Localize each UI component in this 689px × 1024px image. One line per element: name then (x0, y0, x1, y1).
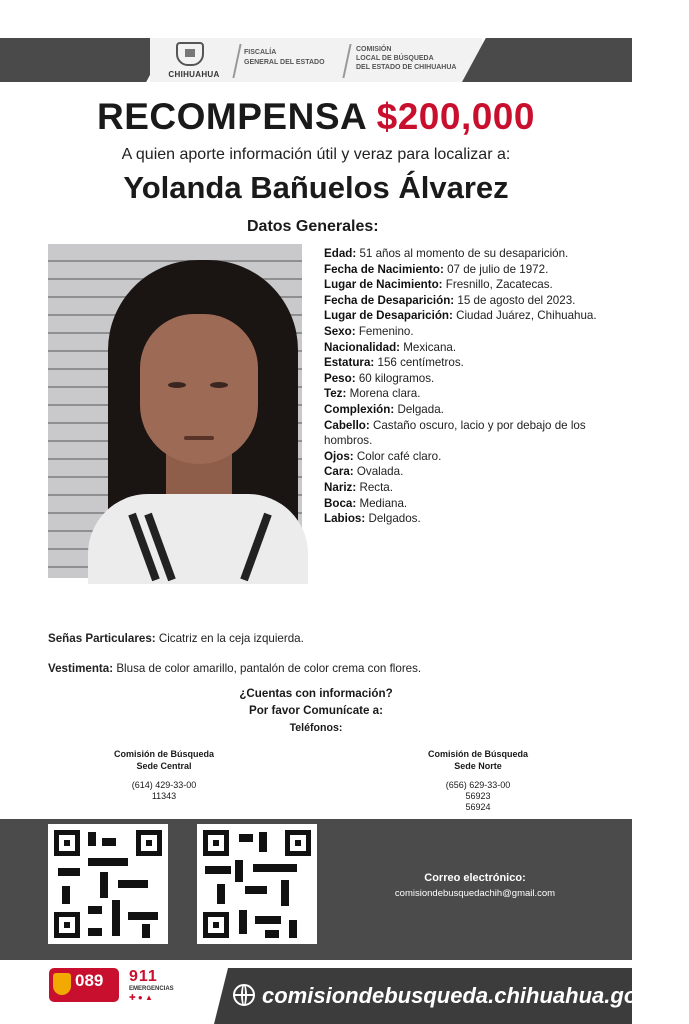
state-seal-icon (176, 42, 204, 66)
general-field (324, 402, 614, 418)
person-name: Yolanda Bañuelos Álvarez (123, 170, 509, 205)
general-field (324, 293, 614, 309)
field-key: Fecha de Nacimiento: (324, 262, 444, 276)
field-key: Ojos: (324, 449, 354, 463)
general-field (324, 308, 614, 324)
comision-line: LOCAL DE BÚSQUEDA (356, 55, 434, 62)
general-heading: Datos Generales: (247, 218, 379, 235)
field-value: Femenino. (358, 324, 414, 338)
fiscalia-logo (244, 48, 325, 68)
field-key: Labios: (324, 512, 366, 526)
field-key: Boca: (324, 496, 357, 510)
badge-911-sub: EMERGENCIAS (129, 986, 174, 992)
badge-911-label: 911 (129, 968, 158, 985)
field-value: Delgada. (397, 402, 444, 416)
subtitle: A quien aporte información útil y veraz para localizar a: (121, 146, 511, 163)
qr-code-icon[interactable] (197, 824, 317, 944)
general-data-list (324, 246, 614, 527)
general-field (324, 262, 614, 278)
phone-number[interactable]: (614) 429-33-00 (131, 780, 197, 790)
contact-call (0, 685, 632, 719)
phone-extension: 56924 (465, 802, 491, 812)
senas-particulares (48, 632, 304, 645)
field-value: Ciudad Juárez, Chihuahua. (456, 309, 597, 323)
field-value: Morena clara. (349, 387, 421, 401)
field-key: Vestimenta: (48, 662, 114, 675)
field-key: Edad: (324, 247, 357, 260)
header-left-stripe (0, 38, 170, 82)
header-right-stripe (462, 38, 632, 82)
general-field (324, 418, 614, 449)
email-address[interactable]: comisiondebusquedachih@gmail.com (394, 888, 556, 899)
field-key: Sexo: (324, 324, 356, 338)
field-key: Nariz: (324, 480, 357, 494)
field-value: Recta. (359, 480, 393, 494)
emergency-icons: ✚ ● ▲ (129, 993, 153, 1002)
field-value: Fresnillo, Zacatecas. (445, 278, 553, 292)
field-value: 156 centímetros. (377, 356, 464, 370)
general-field (324, 324, 614, 340)
field-key: Cara: (324, 465, 354, 479)
badge-089-label: 089 (75, 971, 104, 990)
field-value: Color café claro. (356, 449, 442, 463)
field-key: Cabello: (324, 418, 370, 432)
general-field (324, 340, 614, 356)
badge-089 (49, 968, 119, 1002)
field-value: 51 años al momento de su desaparición. (359, 247, 569, 260)
field-key: Lugar de Desaparición: (324, 309, 453, 323)
office-seat: Sede Norte (454, 761, 502, 771)
phone-number[interactable]: (656) 629-33-00 (445, 780, 511, 790)
comision-line: DEL ESTADO DE CHIHUAHUA (356, 64, 457, 71)
phones-label: Teléfonos: (289, 722, 343, 734)
qr-code-icon[interactable] (48, 824, 168, 944)
comision-line: COMISIÓN (356, 46, 392, 53)
reward-title (0, 96, 632, 138)
office-name: Comisión de Búsqueda (427, 749, 528, 759)
general-field (324, 511, 614, 527)
general-field (324, 496, 614, 512)
field-value: Blusa de color amarillo, pantalón de color crema con flores. (116, 662, 422, 675)
field-value: Cicatriz en la ceja izquierda. (158, 632, 304, 645)
globe-icon (233, 984, 255, 1006)
field-key: Lugar de Nacimiento: (324, 278, 443, 292)
comision-logo (356, 45, 456, 72)
vestimenta (48, 662, 421, 675)
phone-extension: 56923 (465, 791, 491, 801)
contact-question: ¿Cuentas con información? (239, 687, 393, 700)
office-central (74, 748, 254, 802)
field-value: Castaño oscuro, lacio y por debajo de los hombros. (324, 418, 586, 448)
general-field (324, 246, 614, 262)
general-field (324, 277, 614, 293)
phone-extension: 11343 (151, 791, 177, 801)
field-value: 15 de agosto del 2023. (457, 293, 576, 307)
fiscalia-line: FISCALÍA (244, 49, 277, 56)
badge-911 (127, 968, 175, 1002)
general-field (324, 449, 614, 465)
field-value: Mediana. (359, 496, 408, 510)
reward-amount: $200,000 (376, 96, 535, 137)
fiscalia-line: GENERAL DEL ESTADO (244, 59, 325, 66)
field-value: 07 de julio de 1972. (447, 262, 549, 276)
field-value: Mexicana. (403, 340, 457, 354)
field-value: Ovalada. (356, 465, 404, 479)
field-key: Tez: (324, 387, 347, 401)
office-seat: Sede Central (136, 761, 192, 771)
office-name: Comisión de Búsqueda (113, 749, 214, 759)
person-photo (48, 244, 302, 578)
website-link[interactable]: comisiondebusqueda.chihuahua.gob.mx (262, 983, 689, 1008)
general-field (324, 464, 614, 480)
general-field (324, 386, 614, 402)
reward-label: RECOMPENSA (97, 96, 366, 137)
office-norte (388, 748, 568, 813)
general-field (324, 480, 614, 496)
contact-instruction: Por favor Comunícate a: (248, 704, 383, 717)
field-value: 60 kilogramos. (358, 371, 435, 385)
general-field (324, 371, 614, 387)
field-key: Peso: (324, 371, 356, 385)
field-key: Señas Particulares: (48, 632, 156, 645)
general-field (324, 355, 614, 371)
shield-icon (53, 973, 71, 995)
field-key: Nacionalidad: (324, 340, 401, 354)
field-key: Fecha de Desaparición: (324, 293, 455, 307)
field-key: Estatura: (324, 356, 375, 370)
email-label: Correo electrónico: (424, 872, 526, 884)
state-name: CHIHUAHUA (168, 70, 220, 79)
field-value: Delgados. (368, 512, 421, 526)
field-key: Complexión: (324, 402, 395, 416)
